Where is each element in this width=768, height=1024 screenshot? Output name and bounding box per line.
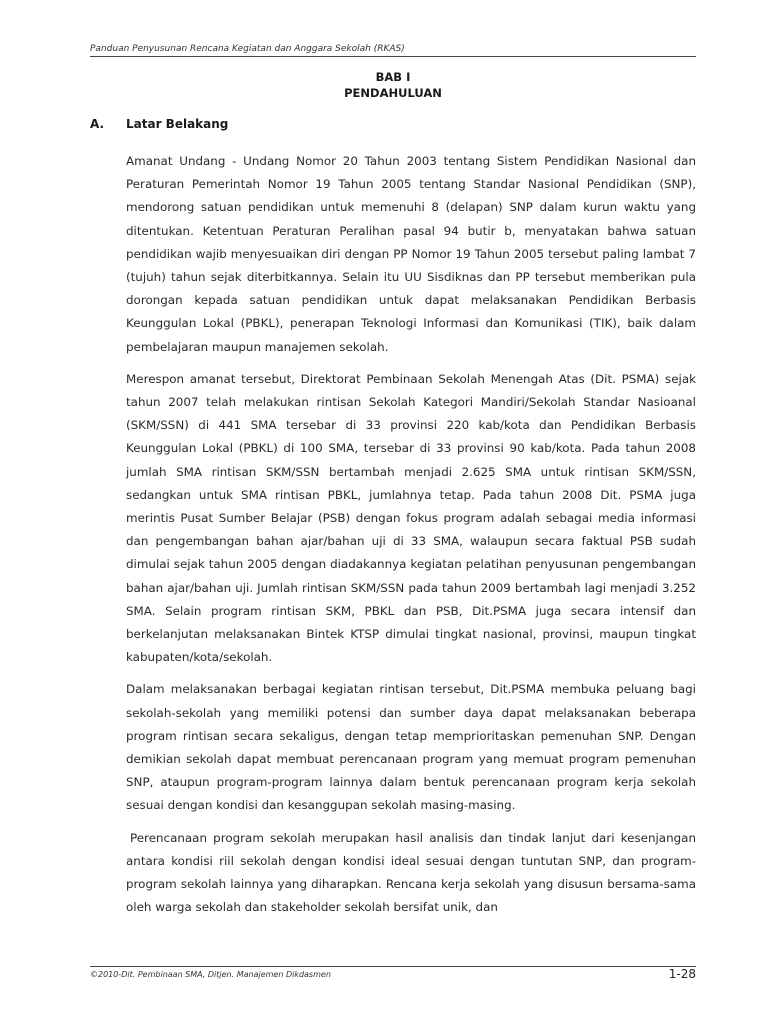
- paragraph: Perencanaan program sekolah merupakan hasil analisis dan tindak lanjut dari kesenjangan antara kondisi riil sekolah dengan kondisi ideal sesuai dengan tuntutan SNP, dan program-program sekolah lainnya yang diharapkan. Rencana kerja sekolah yang disusun bersama-sama oleh warga sekolah dan stakeholder sekolah bersifat unik, dan: [126, 830, 696, 915]
- running-header: Panduan Penyusunan Rencana Kegiatan dan Anggara Sekolah (RKAS): [90, 44, 696, 57]
- chapter-heading: [90, 69, 696, 101]
- footer-credit: ©2010-Dit. Pembinaan SMA, Ditjen. Manajemen Dikdasmen: [90, 970, 331, 979]
- body-text: [126, 150, 696, 929]
- page-number: 1-28: [668, 967, 696, 981]
- chapter-label: BAB I: [375, 70, 411, 84]
- section-title: Latar Belakang: [126, 117, 229, 131]
- chapter-title: PENDAHULUAN: [344, 86, 442, 100]
- section-number: A.: [90, 117, 105, 131]
- paragraph: Dalam melaksanakan berbagai kegiatan rintisan tersebut, Dit.PSMA membuka peluang bagi sekolah-sekolah yang memiliki potensi dan sumber daya dapat melaksanakan beberapa program rintisan secara sekaligus, dengan tetap memprioritaskan pemenuhan SNP. Dengan demikian sekolah dapat membuat perencanaan program yang memuat program pemenuhan SNP, ataupun program-program lainnya dalam bentuk perencanaan program kerja sekolah sesuai dengan kondisi dan kesanggupan sekolah masing-masing.: [126, 682, 696, 813]
- paragraph: Amanat Undang - Undang Nomor 20 Tahun 2003 tentang Sistem Pendidikan Nasional dan Peraturan Pemerintah Nomor 19 Tahun 2005 tentang Standar Nasional Pendidikan (SNP), mendorong satuan pendidikan untuk memenuhi 8 (delapan) SNP dalam kurun waktu yang ditentukan. Ketentuan Peraturan Peralihan pasal 94 butir b, menyatakan bahwa satuan pendidikan wajib menyesuaikan diri dengan PP Nomor 19 Tahun 2005 tersebut paling lambat 7 (tujuh) tahun sejak diterbitkannya. Selain itu UU Sisdiknas dan PP tersebut memberikan pula dorongan kepada satuan pendidikan untuk dapat melaksanakan Pendidikan Berbasis Keunggulan Lokal (PBKL), penerapan Teknologi Informasi dan Komunikasi (TIK), baik dalam pembelajaran maupun manajemen sekolah.: [126, 154, 696, 354]
- paragraph: Merespon amanat tersebut, Direktorat Pembinaan Sekolah Menengah Atas (Dit. PSMA) sejak tahun 2007 telah melakukan rintisan Sekolah Kategori Mandiri/Sekolah Standar Nasioanal (SKM/SSN) di 441 SMA tersebar di 33 provinsi 220 kab/kota dan Pendidikan Berbasis Keunggulan Lokal (PBKL) di 100 SMA, tersebar di 33 provinsi 90 kab/kota. Pada tahun 2008 jumlah SMA rintisan SKM/SSN bertambah menjadi 2.625 SMA untuk rintisan SKM/SSN, sedangkan untuk SMA rintisan PBKL, jumlahnya tetap. Pada tahun 2008 Dit. PSMA juga merintis Pusat Sumber Belajar (PSB) dengan fokus program adalah sebagai media informasi dan pengembangan bahan ajar/bahan uji di 33 SMA, walaupun secara faktual PSB sudah dimulai sejak tahun 2005 dengan diadakannya kegiatan pelatihan penyusunan pengembangan bahan ajar/bahan uji. Jumlah rintisan SKM/SSN pada tahun 2009 bertambah lagi menjadi 3.252 SMA. Selain program rintisan SKM, PBKL dan PSB, Dit.PSMA juga secara intensif dan berkelanjutan melaksanakan Bintek KTSP dimulai tingkat nasional, provinsi, maupun tingkat kabupaten/kota/sekolah.: [126, 371, 696, 665]
- page-footer: [90, 966, 696, 979]
